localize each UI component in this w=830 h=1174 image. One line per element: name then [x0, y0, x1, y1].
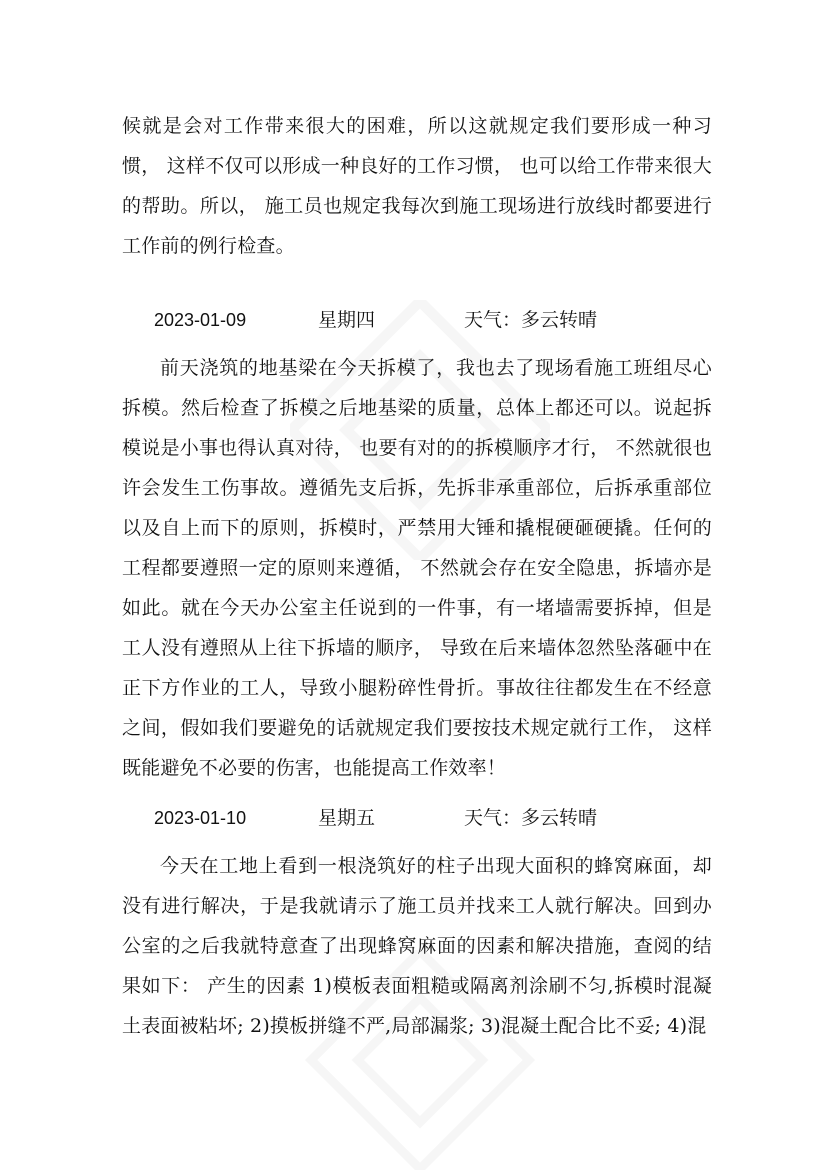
entry-body-1: 前天浇筑的地基梁在今天拆模了，我也去了现场看施工班组尽心拆模。然后检查了拆模之后地基梁的质量，总体上都还可以。说起拆模说是小事也得认真对待， 也要有对的的拆模顺序才行， 不然就很也许会发生工伤事故。遵循先支后拆，先拆非承重部位，后拆承重部位以及自上而下的原则，拆模时，严禁用大锤和撬棍硬砸硬撬。任何的工程都要遵照一定的原则来遵循， 不然就会存在安全隐患，拆墙亦是如此。就在今天办公室主任说到的一件事，有一堵墙需要拆掉，但是工人没有遵照从上往下拆墙的顺序， 导致在后来墙体忽然坠落砸中在正下方作业的工人，导致小腿粉碎性骨折。事故往往都发生在不经意之间，假如我们要避免的话就规定我们要按技术规定就行工作， 这样既能避免不必要的伤害，也能提高工作效率！ — [122, 357, 712, 779]
entry-weekday: 星期四 — [318, 309, 376, 331]
document-body — [122, 106, 712, 1046]
entry-weather: 天气：多云转晴 — [464, 807, 598, 829]
paragraph-continued: 候就是会对工作带来很大的困难，所以这就规定我们要形成一种习惯， 这样不仅可以形成一种良好的工作习惯， 也可以给工作带来很大的帮助。所以， 施工员也规定我每次到施工现场进行放线时都要进行工作前的例行检查。 — [122, 115, 712, 257]
entry-date: 2023-01-10 — [154, 808, 247, 828]
entry-weekday: 星期五 — [318, 807, 376, 829]
entry-date: 2023-01-09 — [154, 310, 247, 330]
diary-entry-header-1 — [122, 300, 712, 340]
entry-weather: 天气：多云转晴 — [464, 309, 598, 331]
diary-entry-header-2 — [122, 798, 712, 838]
entry-body-2: 今天在工地上看到一根浇筑好的柱子出现大面积的蜂窝麻面，却没有进行解决，于是我就请示了施工员并找来工人就行解决。回到办公室的之后我就特意查了出现蜂窝麻面的因素和解决措施，查阅的结果如下： 产生的因素 1)模板表面粗糙或隔离剂涂刷不匀,拆模时混凝土表面被粘坏; 2)摸板拼缝不严,局部漏浆; 3)混凝土配合比不妥; 4)混 — [122, 855, 712, 1037]
